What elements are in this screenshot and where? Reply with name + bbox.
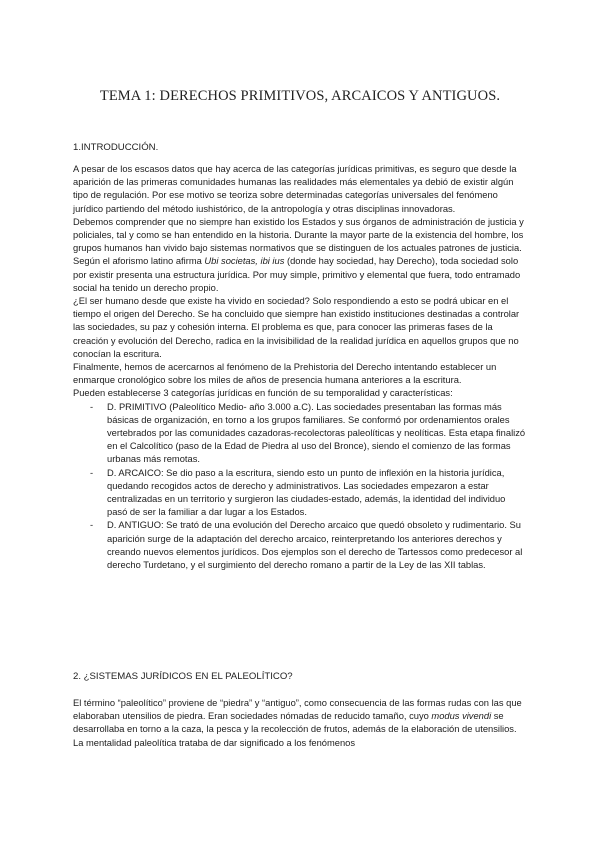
list-dash: - — [90, 401, 94, 412]
document-title: TEMA 1: DERECHOS PRIMITIVOS, ARCAICOS Y ANTIGUOS. — [99, 88, 501, 104]
section-body-introduccion — [73, 163, 528, 572]
list-item-text: D. ARCAICO: Se dio paso a la escritura, siendo esto un punto de inflexión en la historia jurídica, quedando recogidos actos de derecho y administrativos. Las sociedades empezaron a estar centralizadas en un territorio y surgieron las ciudades-estado, además, la identidad del individuo pasó de ser la familiar a dar lugar a los Estados. — [107, 467, 506, 518]
list-dash: - — [90, 520, 94, 531]
paragraph: Pueden establecerse 3 categorías jurídicas en función de su temporalidad y características: — [73, 388, 453, 399]
paragraph: Debemos comprender que no siempre han existido los Estados y sus órganos de administración de justicia y policiales, tal y como se han entendido en la historia. Durante la mayor parte de la existencia del hombre, los grupos humanos han vivido bajo sistemas normativos que se distinguen de los actuales patrones de justicia. — [73, 216, 524, 254]
list-item-text: D. PRIMITIVO (Paleolítico Medio- año 3.000 a.C). Las sociedades presentaban las formas más básicas de organización, en torno a los grupos familiares. Se conformó por ordenamientos orales vertebrados por las comunidades cazadoras-recolectoras paleolíticas y neolíticas. Esta etapa finalizó en el Calcolítico (paso de la Edad de Piedra al uso del Bronce), siendo el comienzo de las formas urbanas más remotas. — [107, 401, 526, 465]
paragraph: A pesar de los escasos datos que hay acerca de las categorías jurídicas primitivas, es seguro que desde la aparición de las primeras comunidades humanas las realidades más elementales ya debió de existir algún tipo de regulación. Por ese motivo se teoriza sobre determinadas categorías universales del fenómeno jurídico partiendo del método iushistórico, de la antropología y otras disciplinas innovadoras. — [73, 164, 517, 214]
paragraph — [73, 697, 528, 750]
list-dash: - — [90, 467, 94, 478]
text-run: El término “paleolítico” proviene de “piedra” y “antiguo”, como consecuencia de las formas rudas con las que elaboraban utensilios de piedra. Eran sociedades nómadas de reducido tamaño, cuyo — [73, 698, 522, 722]
list-item — [73, 401, 528, 467]
section-heading-introduccion: 1.INTRODUCCIÓN. — [73, 142, 159, 153]
categories-list — [73, 401, 528, 573]
latin-phrase: modus vivendi — [431, 711, 492, 722]
list-item — [73, 467, 528, 520]
section-heading-paleolitico: 2. ¿SISTEMAS JURÍDICOS EN EL PALEOLÍTICO? — [73, 671, 293, 682]
paragraph: ¿El ser humano desde que existe ha vivido en sociedad? Solo respondiendo a esto se podrá ubicar en el tiempo el origen del Derecho. Se ha concluido que siempre han existido instituciones destinadas a controlar las sociedades, su paz y cohesión interna. El problema es que, para conocer las primeras fases de la creación y evolución del Derecho, radica en la invisibilidad de la realidad jurídica en aquellos grupos que no conocían la escritura. — [73, 296, 520, 359]
list-item-text: D. ANTIGUO: Se trató de una evolución del Derecho arcaico que quedó obsoleto y rudimentario. Su aparición surge de la adaptación del derecho arcaico, reinterpretando los anteriores derechos y creando nuevos elementos jurídicos. Dos ejemplos son el derecho de Tartessos como predecesor al derecho Turdetano, y el surgimiento del derecho romano a partir de la Ley de las XII tablas. — [107, 520, 523, 571]
section-body-paleolitico — [73, 697, 528, 750]
latin-aphorism: Ubi societas, ibi ius — [204, 256, 285, 267]
list-item — [73, 519, 528, 572]
paragraph — [73, 255, 528, 295]
text-run: (donde hay sociedad, hay Derecho), toda sociedad solo por existir presenta una estructura jurídica. Por muy simple, primitivo y elemental que fuera, todo entramado social ha tenido un derecho propio. — [73, 256, 521, 293]
text-run: Según el aforismo latino afirma — [73, 256, 205, 267]
text-run: se desarrollaba en torno a la caza, la pesca y la recolección de frutos, además de la elaboración de utensilios. La mentalidad paleolítica trataba de dar significado a los fenómenos — [73, 711, 517, 748]
paragraph: Finalmente, hemos de acercarnos al fenómeno de la Prehistoria del Derecho intentando establecer un enmarque cronológico sobre los miles de años de presencia humana anteriores a la escritura. — [73, 362, 497, 386]
